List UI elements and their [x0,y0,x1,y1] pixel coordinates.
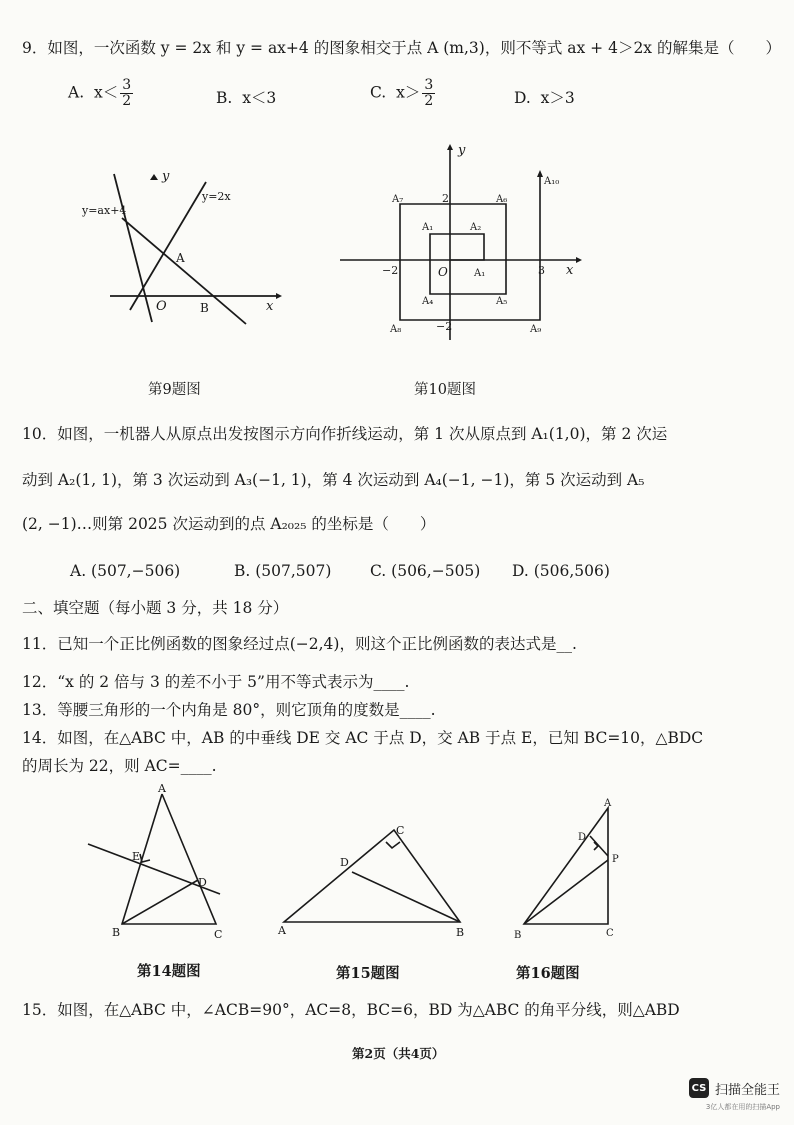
question-9-text: 9．如图，一次函数 y = 2x 和 y = ax+4 的图象相交于点 A (m,3)，则不等式 ax + 4＞2x 的解集是（ ） [22,39,781,57]
fig16-d: D [578,832,587,843]
robot-path [400,176,540,320]
fig10-tick-minus2-y: −2 [436,320,453,333]
q10-option-a[interactable]: A. (507,−506) [70,562,181,580]
question-10-line-1: 10．如图，一机器人从原点出发按图示方向作折线运动，第 1 次从原点到 A₁(1,0)，第 2 次运 [22,425,668,443]
question-10-line-3: (2, −1)…则第 2025 次运动到的点 A₂₀₂₅ 的坐标是（ ） [22,515,436,533]
fig16-a: A [604,798,612,809]
question-13: 13．等腰三角形的一个内角是 80°，则它顶角的度数是____. [22,701,436,719]
fig10-tick-minus2-x: −2 [382,264,399,277]
x-arrow-icon [276,293,282,299]
line-y-ax-plus-4 [122,218,246,324]
fig10-a5: A₅ [496,296,508,307]
fig16-c: C [606,928,614,939]
fig9-line-label-1: y=2x [202,190,231,203]
line-y-2x [130,182,206,310]
fig9-line-label-2: y=ax+4 [82,204,127,217]
section-2-heading: 二、填空题（每小题 3 分，共 18 分） [22,599,289,617]
fig10-a6: A₆ [496,194,508,205]
fig10-a4: A₄ [422,296,434,307]
fig15-a: A [278,924,286,937]
fig10-tick-2: 2 [442,192,449,205]
scanner-watermark [689,1078,780,1098]
y-arrow-icon [150,174,158,180]
q9-option-a[interactable]: A. x＜ $\frac{3}{2}$ [68,77,132,109]
fig15-caption: 第15题图 [336,965,400,982]
fig16-caption: 第16题图 [516,965,580,982]
watermark-name: 扫描全能王 [714,1082,780,1098]
fig9-label-x: x [266,299,274,314]
fig10-a10: A₁₀ [544,176,560,187]
fig16-b: B [514,930,522,941]
figure-14 [80,782,240,942]
y-arrow-icon [447,144,453,150]
figure-9 [70,160,290,340]
fig14-d: D [198,876,207,889]
fig15-c: C [396,824,405,837]
question-14-line-1: 14．如图，在△ABC 中，AB 的中垂线 DE 交 AC 于点 D，交 AB 于点 E，已知 BC=10，△BDC [22,729,704,747]
question-12: 12．“x 的 2 倍与 3 的差不小于 5”用不等式表示为____. [22,673,410,691]
fig10-a8: A₈ [390,324,402,335]
fig14-e: E [132,850,141,863]
fig9-caption: 第9题图 [148,382,201,398]
fig10-a1: A₁ [474,268,486,279]
x-arrow-icon [576,257,582,263]
q10-option-d[interactable]: D. (506,506) [512,562,610,580]
fig10-a2: A₂ [470,222,482,233]
fig15-d: D [340,856,349,869]
fig10-label-y: y [458,143,466,158]
fig14-b: B [112,926,121,939]
q9-option-b[interactable]: B. x＜3 [216,89,277,107]
page-footer: 第2页（共4页） [352,1046,445,1061]
question-10-line-2: 动到 A₂(1, 1)，第 3 次运动到 A₃(−1, 1)，第 4 次运动到 A₄(−1, −1)，第 5 次运动到 A₅ [22,471,645,489]
fig15-b: B [456,926,465,939]
fig10-label-x: x [566,263,574,278]
fig10-a1b: A₁ [422,222,434,233]
triangle-abc [284,830,460,922]
question-15: 15．如图，在△ABC 中，∠ACB=90°，AC=8，BC=6，BD 为△ABC 的角平分线，则△ABD [22,1001,680,1019]
fig9-label-o: O [156,299,167,314]
q10-option-b[interactable]: B. (507,507) [234,562,332,580]
fig10-caption: 第10题图 [414,382,476,398]
right-angle-mark [140,854,150,862]
triangle-abc [524,808,608,924]
fig10-label-o: O [438,265,448,279]
right-angle-mark [386,842,400,848]
watermark-subtitle: 3亿人都在用的扫描App [705,1103,780,1111]
fig14-a: A [158,782,166,795]
fig10-tick-3: 3 [538,264,545,277]
figure-16 [512,796,622,946]
bisector-bp [524,860,608,924]
fig9-label-a: A [176,251,185,265]
question-11: 11．已知一个正比例函数的图象经过点(−2,4)，则这个正比例函数的表达式是__. [22,635,577,653]
q10-option-c[interactable]: C. (506,−505) [370,562,481,580]
camscanner-logo-icon: CS [689,1078,709,1098]
q9-option-d[interactable]: D. x＞3 [514,89,575,107]
bisector-bd [352,872,460,922]
fig9-label-y: y [162,169,170,184]
fig9-label-b: B [200,301,209,315]
y-axis [114,174,152,322]
question-14-line-2: 的周长为 22，则 AC=____. [22,757,217,775]
fig14-caption: 第14题图 [137,963,201,980]
fig14-c: C [214,928,223,941]
figure-10 [340,140,590,340]
figure-15 [276,820,476,940]
path-end-arrow-icon [537,170,543,177]
q9-option-c[interactable]: C. x＞ $\frac{3}{2}$ [370,77,434,109]
fig10-a7: A₇ [392,194,404,205]
fig10-a9: A₉ [530,324,542,335]
fig16-p: P [612,854,619,865]
